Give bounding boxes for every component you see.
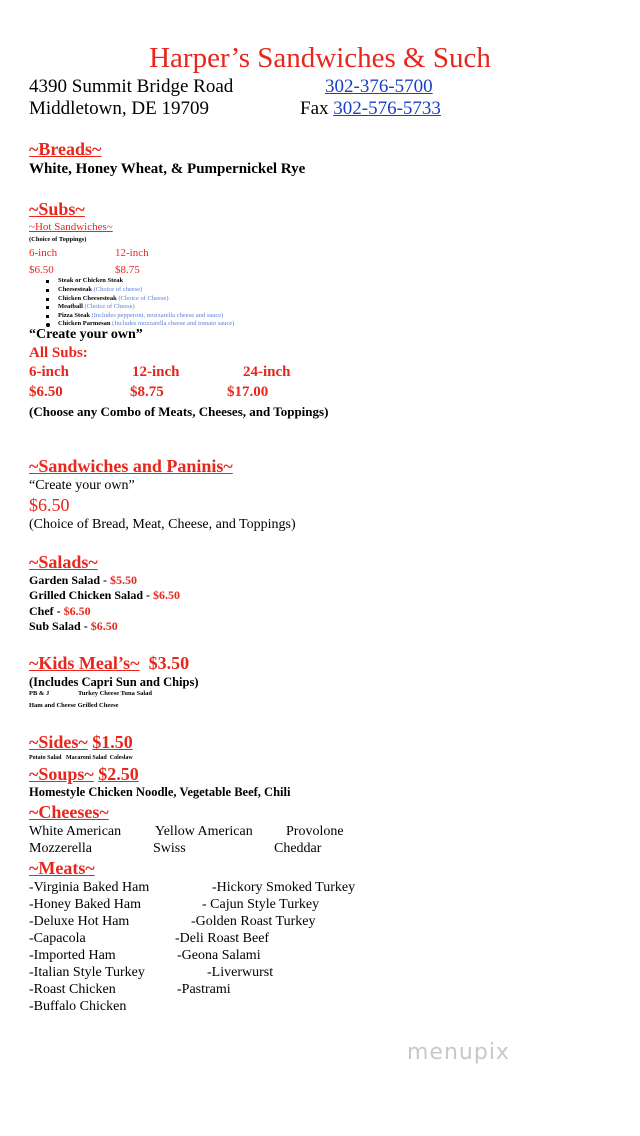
meat-item: -Capacola (29, 931, 86, 946)
soups-text: Homestyle Chicken Noodle, Vegetable Beef, Chili (29, 785, 291, 799)
cheese-item: Yellow American (155, 824, 253, 839)
meat-item: -Deli Roast Beef (175, 931, 270, 946)
hot-item-note: (Choice of cheese) (93, 286, 143, 293)
cheese-item: Provolone (286, 824, 344, 839)
all-size-12: 12-inch (132, 364, 180, 380)
breads-heading: ~Breads~ (29, 139, 102, 159)
all-price-6: $6.50 (29, 384, 63, 400)
all-price-24: $17.00 (227, 384, 269, 400)
meats-heading: ~Meats~ (29, 858, 95, 878)
address-line-2: Middletown, DE 19709 (29, 98, 209, 119)
meat-item: -Buffalo Chicken (29, 999, 127, 1014)
cheese-item: Mozzerella (29, 841, 92, 856)
hot-item (58, 277, 123, 284)
soups-heading: ~Soups~ (29, 764, 94, 784)
hot-size-12: 12-inch (115, 247, 149, 259)
salad-item (29, 604, 91, 619)
meat-item: -Roast Chicken (29, 982, 116, 997)
sandwiches-note: (Choice of Bread, Meat, Cheese, and Toppings) (29, 517, 296, 532)
meat-item: -Geona Salami (177, 948, 261, 963)
hot-item-note: (Choice of Cheese) (118, 295, 169, 302)
cheese-item: White American (29, 824, 122, 839)
salad-name: Chef - (29, 604, 64, 618)
salads-heading: ~Salads~ (29, 552, 98, 572)
meat-item: - Cajun Style Turkey (202, 897, 320, 912)
meat-item: -Golden Roast Turkey (191, 914, 316, 929)
salad-name: Garden Salad - (29, 573, 111, 587)
address-line-1: 4390 Summit Bridge Road (29, 76, 234, 97)
all-subs-label: All Subs: (29, 345, 88, 361)
fax-label: Fax (300, 98, 329, 119)
hot-item-note: (Includes mozzarella cheese and tomato sauce) (112, 320, 235, 327)
salad-item (29, 588, 180, 603)
hot-item-note: (Includes pepperoni, mozzarella cheese and sauce) (91, 312, 224, 319)
hot-size-6: 6-inch (29, 247, 58, 259)
hot-item (58, 295, 169, 302)
subs-create-own: “Create your own” (29, 327, 143, 342)
sandwiches-heading: ~Sandwiches and Paninis~ (29, 456, 233, 476)
restaurant-title: Harper’s Sandwiches & Such (149, 42, 491, 74)
salad-name: Grilled Chicken Salad - (29, 588, 154, 602)
kids-price: $3.50 (148, 653, 190, 673)
sides-price: $1.50 (92, 732, 133, 752)
bullet-icon (46, 298, 49, 301)
salad-price: $6.50 (90, 619, 118, 633)
bullet-icon (46, 306, 49, 309)
cheeses-heading: ~Cheeses~ (29, 802, 109, 822)
meat-item: -Imported Ham (29, 948, 116, 963)
hot-price-12: $8.75 (115, 264, 140, 276)
breads-text: White, Honey Wheat, & Pumpernickel Rye (29, 161, 306, 177)
hot-item-name: Cheesesteak (58, 286, 92, 293)
all-size-24: 24-inch (243, 364, 291, 380)
salad-price: $5.50 (110, 573, 138, 587)
bullet-icon (46, 289, 49, 292)
hot-sandwiches-heading: ~Hot Sandwiches~ (29, 221, 113, 233)
hot-item (58, 286, 142, 293)
phone-link[interactable]: 302-376-5700 (325, 76, 433, 97)
sides-items (29, 755, 133, 761)
salad-name: Sub Salad - (29, 619, 91, 633)
meat-item: -Virginia Baked Ham (29, 880, 150, 895)
cheese-item: Swiss (153, 841, 186, 856)
kids-item: PB & J (29, 690, 50, 697)
meat-item: -Deluxe Hot Ham (29, 914, 130, 929)
hot-item-name: Steak or Chicken Steak (58, 277, 124, 284)
subs-combo-note: (Choose any Combo of Meats, Cheeses, and Toppings) (29, 404, 329, 419)
meat-item: -Honey Baked Ham (29, 897, 141, 912)
salad-item (29, 619, 118, 634)
sandwiches-create-own: “Create your own” (29, 478, 135, 493)
hot-item (58, 312, 223, 319)
menupix-watermark: menupix (407, 1040, 510, 1065)
cheese-item: Cheddar (274, 841, 322, 856)
bullet-icon (46, 280, 49, 283)
kids-item: Ham and Cheese Grilled Cheese (29, 702, 119, 709)
salad-item (29, 573, 137, 588)
fax-row (300, 98, 441, 120)
subs-heading: ~Subs~ (29, 199, 85, 219)
salad-price: $6.50 (153, 588, 181, 602)
sandwiches-price: $6.50 (29, 495, 70, 515)
hot-item-name: Chicken Parmesan (58, 320, 111, 327)
kids-item: Turkey Cheese Tuna Salad (78, 690, 152, 697)
hot-sandwiches-note: (Choice of Toppings) (29, 236, 87, 243)
side-item: Potato Salad (29, 755, 62, 761)
kids-heading: ~Kids Meal’s~ (29, 653, 140, 673)
soups-price: $2.50 (98, 764, 139, 784)
all-price-12: $8.75 (130, 384, 164, 400)
meat-item: -Liverwurst (207, 965, 274, 980)
hot-item (58, 303, 135, 310)
all-size-6: 6-inch (29, 364, 70, 380)
salad-price: $6.50 (63, 604, 91, 618)
hot-item-note: (Choice of Cheese) (84, 303, 135, 310)
sides-heading: ~Sides~ (29, 732, 88, 752)
hot-item-name: Meatball (58, 303, 83, 310)
meat-item: -Italian Style Turkey (29, 965, 145, 980)
kids-note: (Includes Capri Sun and Chips) (29, 675, 199, 689)
side-item: Macaroni Salad (66, 755, 107, 761)
kids-heading-row (29, 653, 189, 674)
soups-heading-row (29, 764, 139, 785)
fax-link[interactable]: 302-576-5733 (333, 98, 441, 119)
hot-item (58, 320, 234, 327)
sides-heading-row (29, 732, 133, 753)
side-item: Coleslaw (109, 755, 133, 761)
hot-item-name: Chicken Cheesesteak (58, 295, 117, 302)
meat-item: -Hickory Smoked Turkey (212, 880, 356, 895)
meat-item: -Pastrami (177, 982, 231, 997)
bullet-icon (46, 315, 49, 318)
hot-item-name: Pizza Steak (58, 312, 90, 319)
hot-price-6: $6.50 (29, 264, 54, 276)
